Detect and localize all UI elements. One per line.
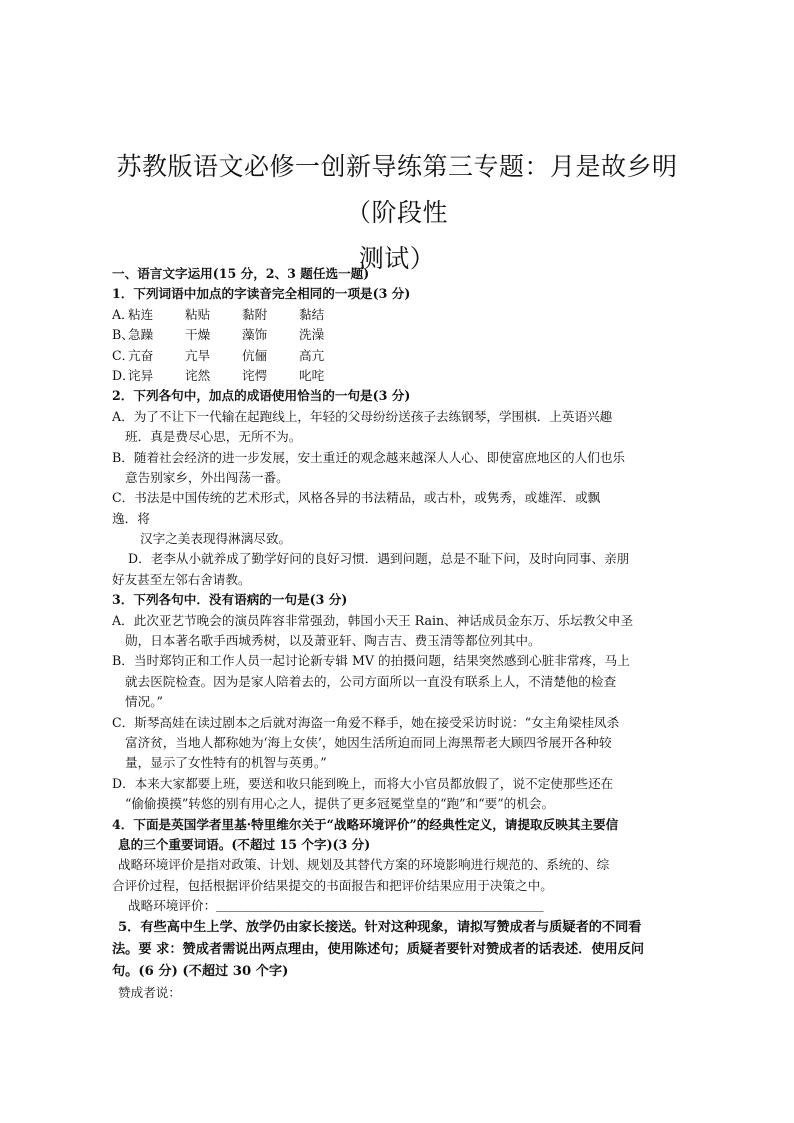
q3-option-c-line3: 量，显示了女性特有的机智与英勇。” bbox=[125, 755, 327, 771]
title-line-1: 苏教版语文必修一创新导练第三专题：月是故乡明（阶段性 bbox=[116, 152, 678, 227]
q5-stem-line2: 法。要 求：赞成者需说出两点理由，使用陈述句；质疑者要针对赞成者的话表述．使用反问 bbox=[112, 941, 645, 957]
option-label: C． bbox=[112, 347, 135, 363]
q3-option-b-line2: 就去医院检查。因为是家人陪着去的，公司方面所以一直没有联系上人，不清楚他的检查 bbox=[125, 673, 617, 689]
option-label: D． bbox=[112, 367, 135, 383]
option-word: 叱咤 bbox=[299, 367, 325, 383]
q4-passage-line1: 战略环境评价是指对政策、计划、规划及其替代方案的环境影响进行规范的、系统的、综 bbox=[118, 857, 610, 873]
q5-supporter-label[interactable]: 赞成者说： bbox=[118, 984, 181, 1000]
document-title bbox=[110, 144, 684, 282]
q3-option-a-line2: 勋，日本著名歌手西城秀树，以及萧亚轩、陶吉吉、费玉清等都位列其中。 bbox=[125, 633, 541, 649]
q2-option-b-line1: B．随着社会经济的进一步发展，安土重迁的观念越来越深人人心、即使富庶地区的人们也乐 bbox=[112, 449, 626, 465]
q4-answer-blank[interactable]: 战略环境评价：＿＿＿＿＿＿＿＿＿＿＿＿＿＿＿＿＿＿＿＿＿＿＿＿＿＿ bbox=[128, 898, 544, 914]
q1-stem: 1．下列词语中加点的字读音完全相同的一项是(3 分) bbox=[112, 286, 411, 302]
option-label: A． bbox=[112, 306, 134, 322]
q5-stem-line3: 句。(6 分) (不超过 30 个字) bbox=[112, 963, 289, 979]
option-word: 粘贴 bbox=[185, 306, 211, 322]
q2-option-a-line2: 班．真是费尽心思，无所不为。 bbox=[125, 429, 302, 445]
q2-stem: 2．下列各句中，加点的成语使用恰当的一句是(3 分) bbox=[112, 388, 411, 404]
option-word: 粘连 bbox=[128, 306, 154, 322]
document-body bbox=[112, 264, 684, 1003]
q1-option-a bbox=[112, 305, 684, 325]
q5-stem-line1: 5．有些高中生上学、放学仍由家长接送。针对这种现象，请拟写赞成者与质疑者的不同看 bbox=[118, 919, 642, 935]
q3-option-c-line2: 富济贫，当地人都称她为‘海上女侠’，她因生活所迫而同上海黑帮老大顾四爷展开各种较 bbox=[125, 734, 612, 750]
option-word: 诧愕 bbox=[242, 367, 268, 383]
q3-option-c-line1: C．斯琴高娃在读过剧本之后就对海盗一角爱不释手，她在接受采访时说：“女主角梁桂凤杀 bbox=[112, 714, 620, 730]
option-word: 高亢 bbox=[299, 347, 325, 363]
section-heading: 一、语言文字运用(15 分，2、3 题任选一题) bbox=[112, 266, 370, 281]
q2-option-c-line3: 汉字之美表现得淋漓尽致。 bbox=[140, 531, 292, 547]
q2-option-c-line2: 逸．将 bbox=[112, 510, 150, 526]
q3-option-b-line1: B．当时郑钧正和工作人员一起讨论新专辑 MV 的拍摄问题，结果突然感到心脏非常疼，马上 bbox=[112, 653, 630, 669]
q2-option-d-line1: D．老李从小就养成了勤学好问的良好习惯．遇到问题，总是不耻下问，及时向同事、亲朋 bbox=[128, 551, 630, 567]
q2-option-a-line1: A．为了不让下一代输在起跑线上，年轻的父母纷纷送孩子去练钢琴，学围棋．上英语兴趣 bbox=[112, 408, 613, 424]
q1-option-b bbox=[112, 325, 684, 345]
option-word: 急躁 bbox=[128, 327, 154, 343]
option-label: B、 bbox=[112, 327, 134, 343]
q1-option-c bbox=[112, 346, 684, 366]
q1-option-d bbox=[112, 366, 684, 386]
option-word: 亢旱 bbox=[185, 347, 211, 363]
q3-option-b-line3: 情况。” bbox=[125, 694, 163, 710]
q2-option-b-line2: 意告别家乡，外出闯荡一番。 bbox=[125, 469, 289, 485]
q4-passage-line2: 合评价过程，包括根据评价结果提交的书面报告和把评价结果应用于决策之中。 bbox=[112, 877, 553, 893]
option-word: 洗澡 bbox=[299, 327, 325, 343]
q4-stem-line2: 息的三个重要词语。(不超过 15 个字)(3 分) bbox=[118, 836, 371, 852]
q3-stem: 3．下列各句中．没有语病的一句是(3 分) bbox=[112, 592, 348, 608]
q3-option-d-line2: “偷偷摸摸”转悠的别有用心之人，提供了更多冠冕堂皇的“跑”和“要”的机会。 bbox=[125, 796, 555, 812]
q4-stem-line1: 4．下面是英国学者里基·特里维尔关于“战略环境评价”的经典性定义，请提取反映其主要信 bbox=[112, 816, 619, 832]
option-word: 藻饰 bbox=[242, 327, 268, 343]
q3-option-d-line1: D．本来大家都要上班，要送和收只能到晚上，而将大小官员都放假了，说不定使那些还在 bbox=[112, 775, 614, 791]
option-word: 诧然 bbox=[185, 367, 211, 383]
q2-option-d-line2: 好友甚至左邻右舍请教。 bbox=[112, 571, 251, 587]
title-line-2: 测试） bbox=[358, 244, 436, 273]
option-word: 亢奋 bbox=[128, 347, 154, 363]
q2-option-c-line1: C．书法是中国传统的艺术形式，风格各异的书法精品，或古朴，或隽秀，或雄浑．或飘 bbox=[112, 490, 601, 506]
option-word: 黏附 bbox=[242, 306, 268, 322]
option-word: 诧异 bbox=[128, 367, 154, 383]
option-word: 伉俪 bbox=[242, 347, 268, 363]
q3-option-a-line1: A．此次亚艺节晚会的演员阵容非常强劲，韩国小天王 Rain、神话成员金东万、乐坛教父申圣 bbox=[112, 612, 634, 628]
option-word: 干燥 bbox=[185, 327, 211, 343]
option-word: 黏结 bbox=[299, 306, 325, 322]
